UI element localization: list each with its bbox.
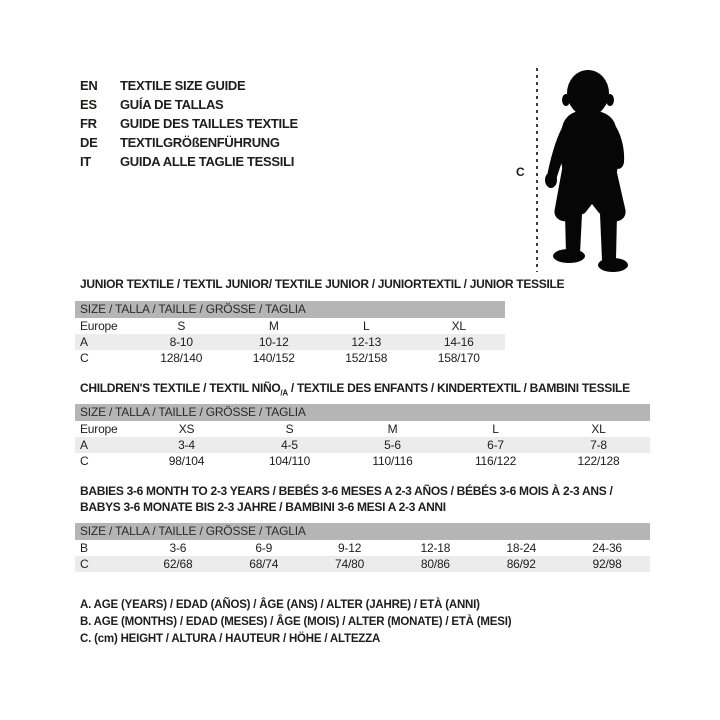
size-cell: 12-13 xyxy=(351,335,382,349)
row-label: A xyxy=(80,335,88,349)
toddler-silhouette-figure xyxy=(500,58,650,278)
size-cell: 6-9 xyxy=(255,541,273,555)
children-size-table xyxy=(75,404,650,469)
language-list xyxy=(80,76,298,171)
size-cell: 110/116 xyxy=(372,454,413,468)
size-cell: 92/98 xyxy=(592,557,622,571)
language-code: EN xyxy=(80,78,98,93)
babies-title-line1: BABIES 3-6 MONTH TO 2-3 YEARS / BEBÉS 3-6 MESES A 2-3 AÑOS / BÉBÉS 3-6 MOIS À 2-3 ANS / xyxy=(80,484,613,498)
size-cell: M xyxy=(268,319,279,333)
table-row-height xyxy=(75,556,650,572)
language-row-en xyxy=(80,76,298,95)
row-label: C xyxy=(80,351,89,365)
language-code: ES xyxy=(80,97,97,112)
size-cell: 6-7 xyxy=(487,438,504,452)
size-cell: 68/74 xyxy=(249,557,279,571)
row-label: C xyxy=(80,557,89,571)
size-cell: XL xyxy=(591,422,606,436)
row-label: Europe xyxy=(80,319,118,333)
language-label: TEXTILGRÖßENFÜHRUNG xyxy=(120,135,280,150)
size-cell: 98/104 xyxy=(168,454,205,468)
size-cell: L xyxy=(492,422,499,436)
size-cell: 10-12 xyxy=(258,335,289,349)
table-row-europe xyxy=(75,318,505,334)
language-code: FR xyxy=(80,116,97,131)
babies-size-table xyxy=(75,523,650,572)
junior-table-title: JUNIOR TEXTILE / TEXTIL JUNIOR/ TEXTILE JUNIOR / JUNIORTEXTIL / JUNIOR TESSILE xyxy=(80,277,565,291)
size-cell: S xyxy=(285,422,294,436)
size-cell: 4-5 xyxy=(281,438,298,452)
language-row-de xyxy=(80,133,298,152)
table-row-height xyxy=(75,453,650,469)
size-header-bar: SIZE / TALLA / TAILLE / GRÖSSE / TAGLIA xyxy=(75,523,650,540)
height-dotted-line xyxy=(536,68,538,272)
size-cell: XS xyxy=(178,422,195,436)
children-table-title xyxy=(80,380,630,401)
babies-title-line2: BABYS 3-6 MONATE BIS 2-3 JAHRE / BAMBINI 3-6 MESI A 2-3 ANNI xyxy=(80,500,446,514)
size-cell: 74/80 xyxy=(335,557,365,571)
size-cell: L xyxy=(363,319,370,333)
height-measure-label: C xyxy=(516,165,525,179)
table-row-europe xyxy=(75,421,650,437)
children-title-pre: CHILDREN'S TEXTILE / TEXTIL NIÑO xyxy=(80,381,281,395)
row-label: B xyxy=(80,541,88,555)
size-cell: XL xyxy=(451,319,466,333)
legend-line-b: B. AGE (MONTHS) / EDAD (MESES) / ÂGE (MOIS) / ALTER (MONATE) / ETÀ (MESI) xyxy=(80,616,512,628)
legend-line-c: C. (cm) HEIGHT / ALTURA / HAUTEUR / HÖHE / ALTEZZA xyxy=(80,633,381,645)
size-cell: 104/110 xyxy=(268,454,311,468)
babies-table-title xyxy=(80,483,612,515)
size-cell: 18-24 xyxy=(506,541,537,555)
size-cell: 128/140 xyxy=(160,351,203,365)
children-title-post: / TEXTILE DES ENFANTS / KINDERTEXTIL / BAMBINI TESSILE xyxy=(287,381,630,395)
language-label: TEXTILE SIZE GUIDE xyxy=(120,78,246,93)
size-cell: 80/86 xyxy=(420,557,450,571)
size-cell: 86/92 xyxy=(506,557,536,571)
language-label: GUIDE DES TAILLES TEXTILE xyxy=(120,116,298,131)
size-cell: 12-18 xyxy=(420,541,451,555)
size-cell: 140/152 xyxy=(252,351,295,365)
size-cell: 5-6 xyxy=(384,438,401,452)
toddler-silhouette-icon xyxy=(543,66,635,276)
size-cell: S xyxy=(177,319,186,333)
language-label: GUIDA ALLE TAGLIE TESSILI xyxy=(120,154,295,169)
size-cell: 14-16 xyxy=(443,335,474,349)
size-cell: 152/158 xyxy=(345,351,388,365)
table-row-height xyxy=(75,350,505,366)
size-header-bar: SIZE / TALLA / TAILLE / GRÖSSE / TAGLIA xyxy=(75,404,650,421)
language-row-it xyxy=(80,152,298,171)
language-row-es xyxy=(80,95,298,114)
size-cell: 24-36 xyxy=(592,541,622,555)
table-row-months xyxy=(75,540,650,556)
size-cell: M xyxy=(387,422,398,436)
size-cell: 122/128 xyxy=(577,454,620,468)
children-title-subscript: /A xyxy=(280,388,288,398)
language-label: GUÍA DE TALLAS xyxy=(120,97,224,112)
row-label: Europe xyxy=(80,422,118,436)
size-cell: 9-12 xyxy=(337,541,362,555)
size-cell: 8-10 xyxy=(169,335,193,349)
size-header-bar: SIZE / TALLA / TAILLE / GRÖSSE / TAGLIA xyxy=(75,301,505,318)
size-cell: 158/170 xyxy=(437,351,480,365)
legend-line-a: A. AGE (YEARS) / EDAD (AÑOS) / ÂGE (ANS) / ALTER (JAHRE) / ETÀ (ANNI) xyxy=(80,599,480,611)
table-row-age xyxy=(75,437,650,453)
language-row-fr xyxy=(80,114,298,133)
legend xyxy=(80,597,511,648)
size-cell: 62/68 xyxy=(163,557,193,571)
row-label: C xyxy=(80,454,89,468)
language-code: IT xyxy=(80,154,91,169)
junior-size-table xyxy=(75,301,505,366)
language-code: DE xyxy=(80,135,98,150)
size-cell: 116/122 xyxy=(474,454,517,468)
row-label: A xyxy=(80,438,88,452)
size-cell: 3-4 xyxy=(178,438,195,452)
size-cell: 7-8 xyxy=(590,438,607,452)
table-row-age xyxy=(75,334,505,350)
size-cell: 3-6 xyxy=(169,541,187,555)
